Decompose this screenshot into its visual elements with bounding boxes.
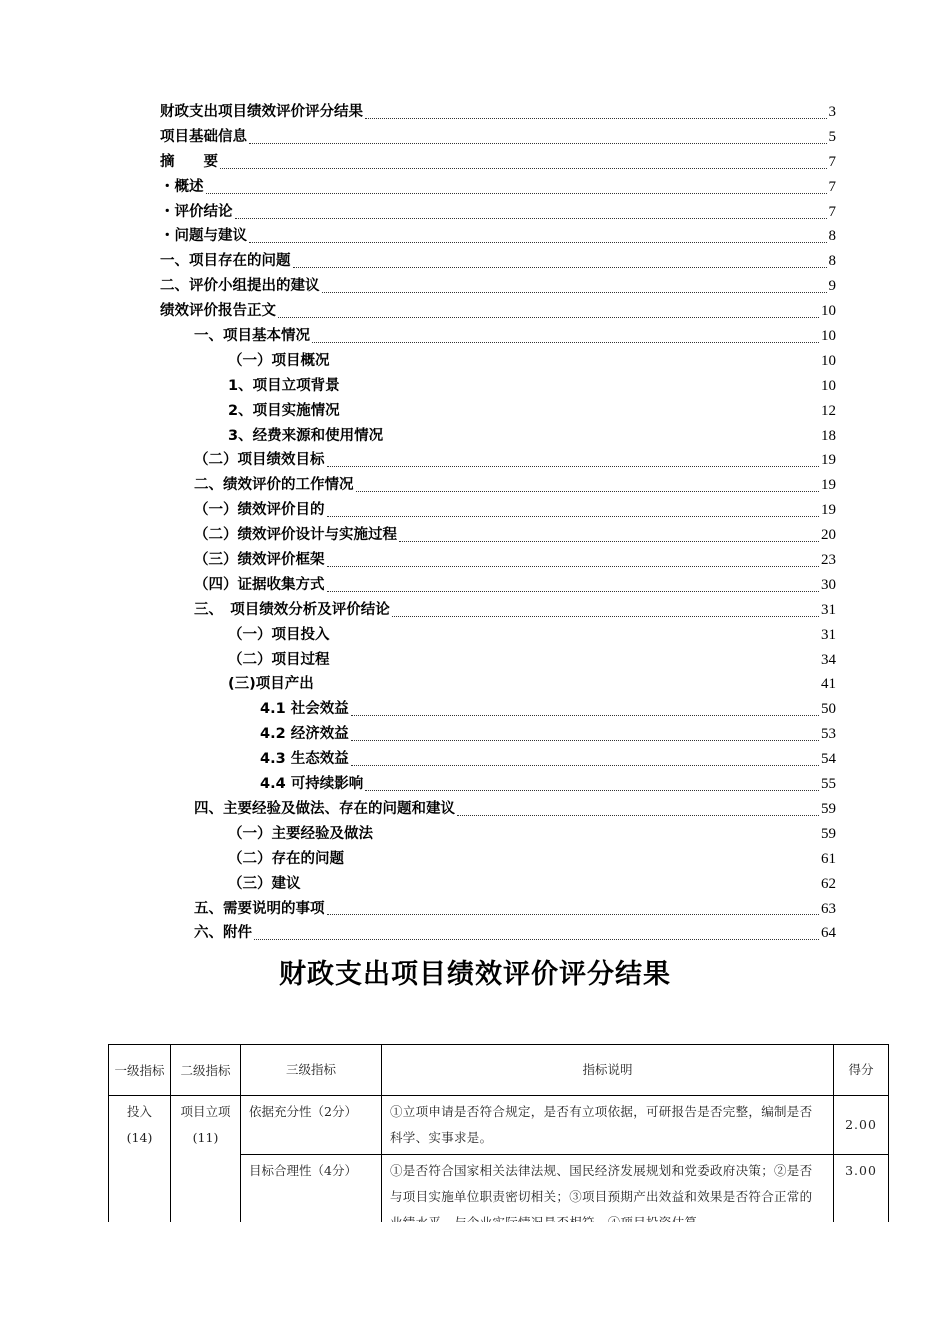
toc-entry-label: ・问题与建议 bbox=[160, 228, 247, 245]
toc-entry[interactable] bbox=[160, 424, 836, 449]
toc-entry-page: 53 bbox=[821, 726, 836, 743]
toc-entry-label: （二）存在的问题 bbox=[228, 850, 344, 867]
toc-dot-leader bbox=[206, 193, 827, 194]
toc-entry[interactable] bbox=[160, 672, 836, 697]
toc-entry-page: 59 bbox=[821, 800, 836, 817]
toc-entry-page: 59 bbox=[821, 825, 836, 842]
toc-entry-label: （二）项目过程 bbox=[228, 651, 330, 668]
toc-entry-label: 二、绩效评价的工作情况 bbox=[194, 477, 354, 494]
toc-entry-label: 项目基础信息 bbox=[160, 128, 247, 145]
toc-entry-page: 7 bbox=[828, 203, 836, 220]
toc-entry-label: （三）绩效评价框架 bbox=[194, 552, 325, 569]
table-header-row bbox=[109, 1045, 889, 1096]
cell-score: 2.00 bbox=[834, 1096, 889, 1155]
toc-entry[interactable] bbox=[160, 623, 836, 648]
table-row bbox=[109, 1096, 889, 1155]
toc-entry-page: 20 bbox=[821, 527, 836, 544]
toc-dot-leader bbox=[235, 218, 827, 219]
toc-entry-page: 19 bbox=[821, 477, 836, 494]
toc-entry-label: 1、项目立项背景 bbox=[228, 377, 340, 394]
header-score: 得分 bbox=[834, 1045, 889, 1096]
toc-dot-leader bbox=[249, 242, 827, 243]
cell-level3: 目标合理性（4分） bbox=[241, 1155, 382, 1240]
toc-entry[interactable] bbox=[160, 548, 836, 573]
score-table bbox=[108, 1044, 889, 1240]
toc-entry[interactable] bbox=[160, 797, 836, 822]
toc-entry-page: 31 bbox=[821, 601, 836, 618]
toc-entry-label: ・概述 bbox=[160, 178, 204, 195]
cell-score: 3.00 bbox=[834, 1155, 889, 1240]
toc-entry-page: 41 bbox=[821, 676, 836, 693]
toc-entry-label: （三）建议 bbox=[228, 875, 301, 892]
toc-dot-leader bbox=[220, 168, 827, 169]
toc-entry-page: 10 bbox=[821, 328, 836, 345]
toc-dot-leader bbox=[249, 143, 827, 144]
toc-entry-label: 三、 项目绩效分析及评价结论 bbox=[194, 601, 390, 618]
toc-dot-leader bbox=[327, 591, 820, 592]
toc-entry[interactable] bbox=[160, 897, 836, 922]
toc-entry-label: 4.2 经济效益 bbox=[260, 726, 349, 743]
toc-entry[interactable] bbox=[160, 822, 836, 847]
toc-entry[interactable] bbox=[160, 473, 836, 498]
toc-entry[interactable] bbox=[160, 448, 836, 473]
toc-entry[interactable] bbox=[160, 200, 836, 225]
toc-dot-leader bbox=[351, 740, 819, 741]
toc-entry[interactable] bbox=[160, 598, 836, 623]
toc-entry[interactable] bbox=[160, 324, 836, 349]
toc-entry[interactable] bbox=[160, 274, 836, 299]
toc-entry-page: 10 bbox=[821, 303, 836, 320]
toc-entry-page: 55 bbox=[821, 776, 836, 793]
toc-entry[interactable] bbox=[160, 847, 836, 872]
toc-dot-leader bbox=[457, 815, 819, 816]
toc-entry[interactable] bbox=[160, 872, 836, 897]
page-bottom-margin bbox=[0, 1222, 950, 1344]
toc-entry[interactable] bbox=[160, 648, 836, 673]
toc-entry-label: （一）主要经验及做法 bbox=[228, 825, 373, 842]
toc-dot-leader bbox=[278, 317, 819, 318]
toc-entry-label: 2、项目实施情况 bbox=[228, 402, 340, 419]
toc-entry-page: 7 bbox=[828, 153, 836, 170]
toc-dot-leader bbox=[327, 566, 820, 567]
toc-dot-leader bbox=[356, 491, 820, 492]
toc-entry[interactable] bbox=[160, 498, 836, 523]
toc-entry-label: 绩效评价报告正文 bbox=[160, 303, 276, 320]
toc-entry-page: 62 bbox=[821, 875, 836, 892]
toc-entry-page: 7 bbox=[828, 178, 836, 195]
toc-entry-page: 9 bbox=[828, 278, 836, 295]
toc-entry[interactable] bbox=[160, 374, 836, 399]
toc-entry-label: 摘 要 bbox=[160, 153, 218, 170]
header-description: 指标说明 bbox=[382, 1045, 834, 1096]
toc-entry-label: 二、评价小组提出的建议 bbox=[160, 278, 320, 295]
header-level3: 三级指标 bbox=[241, 1045, 382, 1096]
toc-entry-page: 64 bbox=[821, 925, 836, 942]
toc-entry-label: （一）绩效评价目的 bbox=[194, 502, 325, 519]
toc-entry-page: 50 bbox=[821, 701, 836, 718]
toc-dot-leader bbox=[327, 914, 820, 915]
toc-entry-page: 10 bbox=[821, 352, 836, 369]
toc-dot-leader bbox=[399, 541, 819, 542]
toc-entry-page: 34 bbox=[821, 651, 836, 668]
toc-entry-page: 18 bbox=[821, 427, 836, 444]
toc-entry[interactable] bbox=[160, 573, 836, 598]
header-level2: 二级指标 bbox=[171, 1045, 241, 1096]
toc-dot-leader bbox=[365, 118, 827, 119]
toc-entry-label: 四、主要经验及做法、存在的问题和建议 bbox=[194, 800, 455, 817]
toc-dot-leader bbox=[327, 466, 820, 467]
toc-entry-label: 一、项目存在的问题 bbox=[160, 253, 291, 270]
toc-entry[interactable] bbox=[160, 349, 836, 374]
toc-entry-label: （二）绩效评价设计与实施过程 bbox=[194, 527, 397, 544]
toc-entry[interactable] bbox=[160, 747, 836, 772]
toc-entry[interactable] bbox=[160, 224, 836, 249]
toc-entry-page: 63 bbox=[821, 900, 836, 917]
toc-entry-page: 12 bbox=[821, 402, 836, 419]
toc-entry-label: 一、项目基本情况 bbox=[194, 328, 310, 345]
toc-dot-leader bbox=[254, 939, 819, 940]
toc-entry-label: （一）项目概况 bbox=[228, 352, 330, 369]
toc-entry[interactable] bbox=[160, 299, 836, 324]
toc-entry[interactable] bbox=[160, 921, 836, 946]
toc-entry-label: 五、需要说明的事项 bbox=[194, 900, 325, 917]
toc-entry-label: 3、经费来源和使用情况 bbox=[228, 427, 384, 444]
toc-entry[interactable] bbox=[160, 175, 836, 200]
toc-dot-leader bbox=[327, 516, 820, 517]
toc-dot-leader bbox=[293, 267, 827, 268]
toc-entry[interactable] bbox=[160, 100, 836, 125]
toc-entry-page: 5 bbox=[828, 128, 836, 145]
toc-entry[interactable] bbox=[160, 523, 836, 548]
toc-entry-page: 30 bbox=[821, 576, 836, 593]
cell-description: ①立项申请是否符合规定，是否有立项依据，可研报告是否完整，编制是否科学、实事求是。 bbox=[382, 1096, 834, 1155]
cell-level1: 投入(14) bbox=[109, 1096, 171, 1240]
header-level1: 一级指标 bbox=[109, 1045, 171, 1096]
toc-dot-leader bbox=[351, 715, 819, 716]
toc-entry-page: 3 bbox=[828, 104, 836, 120]
cell-level3: 依据充分性（2分） bbox=[241, 1096, 382, 1155]
toc-entry[interactable] bbox=[160, 399, 836, 424]
toc-entry-label: （一）项目投入 bbox=[228, 626, 330, 643]
toc-entry[interactable] bbox=[160, 697, 836, 722]
page-title: 财政支出项目绩效评价评分结果 bbox=[279, 959, 671, 990]
toc-entry-page: 19 bbox=[821, 502, 836, 519]
toc-entry-label: 六、附件 bbox=[194, 925, 252, 942]
cell-description: ①是否符合国家相关法律法规、国民经济发展规划和党委政府决策；②是否与项目实施单位职责密切相关；③项目预期产出效益和效果是否符合正常的 bbox=[382, 1155, 834, 1240]
toc-entry-page: 31 bbox=[821, 626, 836, 643]
toc-entry-page: 19 bbox=[821, 452, 836, 469]
toc-entry-label: ・评价结论 bbox=[160, 203, 233, 220]
toc-entry-label: 4.3 生态效益 bbox=[260, 751, 349, 768]
toc-dot-leader bbox=[365, 790, 819, 791]
toc-entry-page: 10 bbox=[821, 377, 836, 394]
toc-entry-page: 8 bbox=[828, 253, 836, 270]
toc-entry[interactable] bbox=[160, 772, 836, 797]
toc-dot-leader bbox=[392, 616, 819, 617]
toc-dot-leader bbox=[322, 292, 827, 293]
toc-dot-leader bbox=[351, 765, 819, 766]
toc-entry-label: （四）证据收集方式 bbox=[194, 576, 325, 593]
toc-entry-label: 4.4 可持续影响 bbox=[260, 776, 364, 793]
toc-entry-label: (三)项目产出 bbox=[228, 676, 314, 693]
toc-entry-label: 4.1 社会效益 bbox=[260, 701, 349, 718]
toc-entry[interactable] bbox=[160, 722, 836, 747]
cell-level2: 项目立项(11) bbox=[171, 1096, 241, 1240]
toc-entry-page: 61 bbox=[821, 850, 836, 867]
toc-entry-page: 54 bbox=[821, 751, 836, 768]
toc-entry[interactable] bbox=[160, 150, 836, 175]
toc-entry-label: 财政支出项目绩效评价评分结果 bbox=[160, 104, 363, 120]
toc-entry[interactable] bbox=[160, 125, 836, 150]
toc-dot-leader bbox=[312, 342, 819, 343]
toc-entry-page: 8 bbox=[828, 228, 836, 245]
toc-entry-label: （二）项目绩效目标 bbox=[194, 452, 325, 469]
table-of-contents bbox=[160, 100, 836, 946]
toc-entry-page: 23 bbox=[821, 552, 836, 569]
toc-entry[interactable] bbox=[160, 249, 836, 274]
